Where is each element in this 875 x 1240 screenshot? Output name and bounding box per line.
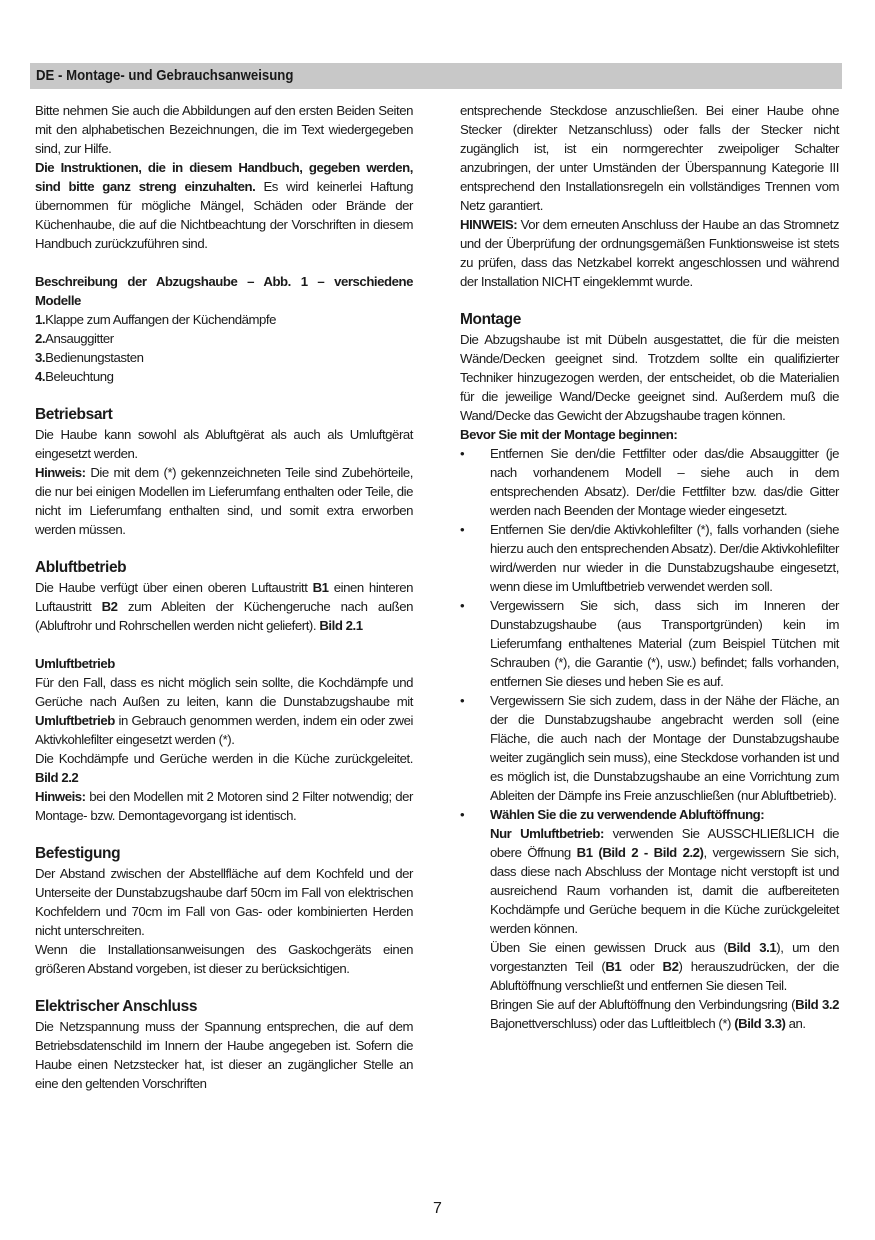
connection-ring-paragraph bbox=[490, 995, 839, 1033]
description-item-number: 2. bbox=[35, 331, 46, 346]
outlet-label-b1: B1 bbox=[605, 959, 622, 974]
list-item-text: Vergewissern Sie sich zudem, dass in der Nähe der Fläche, an der die Dunstabzugshaube angebracht werden soll (eine Fläche, die auch nach der Montage der Dunstabzugshaube weiter zugänglich sein muss), eine Steckdose vorhanden ist und es möglich ist, die Dunstabzugshaube an eine Vorrichtung zum Ableiten der Dämpfe ins Freie anzuschließen (nur Abluftbetrieb). bbox=[490, 693, 839, 803]
figure-reference: Bild 2.2 bbox=[35, 770, 79, 785]
electrical-paragraph: Die Netzspannung muss der Spannung entsprechen, die auf dem Betriebsdatenschild im Innern der Haube angegeben ist. Sofern die Haube einen Netzstecker hat, ist dieser an zugänglicher Stelle an eine den geltenden Vorschriften bbox=[35, 1019, 413, 1091]
recirculation-bold: Umluftbetrieb bbox=[35, 713, 115, 728]
text-span: in Gebrauch genommen werden, indem ein oder zwei Aktivkohlefilter eingesetzt werden (*). bbox=[35, 713, 413, 747]
description-item-1 bbox=[35, 310, 413, 329]
right-column bbox=[460, 101, 839, 1033]
text-span: , vergewissern Sie sich, dass diese nach Abschluss der Montage nicht verstopft ist und ausreichend Raum vorhanden ist, damit die aufbereiteten Kochdämpfe und Gerüche bequem in die Küche zurückgeleitet werden können. bbox=[490, 845, 839, 936]
description-item-text: Beleuchtung bbox=[45, 369, 114, 384]
description-item-2 bbox=[35, 329, 413, 348]
description-item-number: 4. bbox=[35, 369, 46, 384]
list-item-text: Entfernen Sie den/die Aktivkohlefilter (*), falls vorhanden (siehe hierzu auch den entsprechenden Absatz). Der/die Aktivkohlefilter wird/werden nur wieder in die Dunstabzugshaube eingesetzt, wenn diese im Umluftbetrieb verwendet werden soll. bbox=[490, 522, 839, 594]
page-title: DE - Montage- und Gebrauchsanweisung bbox=[36, 67, 294, 84]
outlet-label-b2: B2 bbox=[101, 599, 118, 614]
outlet-selection-paragraph bbox=[490, 824, 839, 938]
instructions-paragraph bbox=[35, 158, 413, 253]
recirculation-paragraph bbox=[35, 673, 413, 749]
list-item bbox=[460, 444, 839, 520]
figure-reference: Bild 3.1 bbox=[727, 940, 777, 955]
bullet-icon: • bbox=[460, 693, 465, 708]
instructions-text: Es wird keinerlei Haftung übernommen für mögliche Mängel, Schäden oder Brände der Küchenhaube, die auf die Nichtbeachtung der Vorschriften in diesem Handbuch zurückzuführen sind. bbox=[35, 179, 413, 251]
list-item-text: Vergewissern Sie sich, dass sich im Inneren der Dunstabzugshaube (aus Transportgründen) kein im Lieferumfang enthaltenes Material (zum Beispiel Tütchen mit Schrauben (*), die Garantie (*), usw.) befindet; falls vorhanden, entfernen Sie dieses und heben Sie es auf. bbox=[490, 598, 839, 689]
mounting-distance-paragraph-2: Wenn die Installationsanweisungen des Gaskochgeräts einen größeren Abstand vorgeben, ist dieser zu berücksichtigen. bbox=[35, 942, 413, 976]
outlet-selection-heading: Wählen Sie die zu verwendende Abluftöffnung: bbox=[490, 807, 765, 822]
text-span: zum Ableiten der Küchengeruche nach außen (Abluftrohr und Rohrschellen werden nicht geliefert). bbox=[35, 599, 414, 633]
description-item-text: Klappe zum Auffangen der Küchendämpfe bbox=[45, 312, 277, 327]
page-number: 7 bbox=[433, 1200, 442, 1217]
figure-reference: Bild 3.2 bbox=[795, 997, 839, 1012]
installation-paragraph: Die Abzugshaube ist mit Dübeln ausgestattet, die für die meisten Wände/Decken geeignet sind. Trotzdem sollte ein qualifizierter Techniker hinzugezogen werden, der entscheidet, ob die Materialien für die jeweilige Wand/Decke geeignet sind. Außerdem muß die Wand/Decke das Gewicht der Abzugshaube tragen können. bbox=[460, 332, 839, 423]
before-installation-heading: Bevor Sie mit der Montage beginnen: bbox=[460, 427, 678, 442]
figure-reference: Bild 2.1 bbox=[319, 618, 363, 633]
bullet-icon: • bbox=[460, 522, 465, 537]
figure-reference: (Bild 3.3) bbox=[734, 1016, 786, 1031]
description-item-3 bbox=[35, 348, 413, 367]
text-span: verwenden Sie AUSSCHLIEßLICH die obere Öffnung bbox=[490, 826, 839, 860]
figure-reference: B1 (Bild 2 - Bild 2.2) bbox=[576, 845, 704, 860]
description-item-number: 3. bbox=[35, 350, 46, 365]
text-span: Die Haube verfügt über einen oberen Luftaustritt bbox=[35, 580, 313, 595]
text-span: einen hinteren Luftaustritt bbox=[35, 580, 413, 614]
note-text: bei den Modellen mit 2 Motoren sind 2 Filter notwendig; der Montage- bzw. Demontagevorgang ist identisch. bbox=[35, 789, 413, 823]
text-span: Die Kochdämpfe und Gerüche werden in die Küche zurückgeleitet. bbox=[35, 751, 413, 766]
description-heading: Beschreibung der Abzugshaube – Abb. 1 – verschiedene Modelle bbox=[35, 274, 413, 308]
operation-mode-note bbox=[35, 463, 413, 539]
exhaust-mode-paragraph bbox=[35, 578, 413, 635]
outlet-label-b2: B2 bbox=[662, 959, 679, 974]
recirculation-paragraph-2 bbox=[35, 749, 413, 787]
electrical-note bbox=[460, 215, 839, 291]
recirculation-note bbox=[35, 787, 413, 825]
bullet-icon: • bbox=[460, 807, 465, 822]
description-item-text: Bedienungstasten bbox=[45, 350, 144, 365]
list-item bbox=[460, 691, 839, 805]
note-label: Hinweis: bbox=[35, 789, 86, 804]
text-span: an. bbox=[785, 1016, 806, 1031]
note-label: HINWEIS: bbox=[460, 217, 518, 232]
text-span: Bajonettverschluss) oder das Luftleitblech (*) bbox=[490, 1016, 735, 1031]
operation-mode-heading: Betriebsart bbox=[35, 406, 113, 423]
mounting-distance-heading: Befestigung bbox=[35, 845, 121, 862]
list-item bbox=[460, 520, 839, 596]
left-column bbox=[35, 101, 413, 1093]
text-span: Für den Fall, dass es nicht möglich sein sollte, die Kochdämpfe und Gerüche nach Außen zu leiten, kann die Dunstabzugshaube mit bbox=[35, 675, 413, 709]
installation-heading: Montage bbox=[460, 311, 521, 328]
exhaust-mode-heading: Abluftbetrieb bbox=[35, 559, 127, 576]
preparation-list bbox=[460, 444, 839, 1033]
bullet-icon: • bbox=[460, 446, 465, 461]
electrical-paragraph-continued: entsprechende Steckdose anzuschließen. Bei einer Haube ohne Stecker (direkter Netzanschluss) oder falls der Stecker nicht zugänglich ist, ist ein normgerechter zweipoliger Schalter anzubringen, der unter Umständen der Überspannung Kategorie III entsprechend den Installationsregeln ein vollständiges Trennen vom Netz garantiert. bbox=[460, 103, 839, 213]
text-span: ), um den vorgestanzten Teil ( bbox=[490, 940, 840, 974]
operation-mode-paragraph: Die Haube kann sowohl als Abluftgërat als auch als Umluftgërat eingesetzt werden. bbox=[35, 427, 413, 461]
electrical-heading: Elektrischer Anschluss bbox=[35, 998, 198, 1015]
section-header-bar bbox=[30, 63, 842, 89]
list-item bbox=[460, 805, 839, 1033]
description-item-number: 1. bbox=[35, 312, 46, 327]
bullet-icon: • bbox=[460, 598, 465, 613]
list-item bbox=[460, 596, 839, 691]
text-span: oder bbox=[621, 959, 663, 974]
note-label: Hinweis: bbox=[35, 465, 86, 480]
recirculation-heading: Umluftbetrieb bbox=[35, 656, 115, 671]
intro-paragraph: Bitte nehmen Sie auch die Abbildungen auf den ersten Beiden Seiten mit den alphabetischen Bezeichnungen, die im Text wiedergegeben sind, zur Hilfe. bbox=[35, 103, 413, 156]
outlet-label-b1: B1 bbox=[312, 580, 329, 595]
recirculation-only-label: Nur Umluftbetrieb: bbox=[490, 826, 604, 841]
text-span: ) herauszudrücken, der die Abluftöffnung verschließt und entfernen Sie diesen Teil. bbox=[490, 959, 839, 993]
text-span: Üben Sie einen gewissen Druck aus ( bbox=[490, 940, 728, 955]
mounting-distance-paragraph: Der Abstand zwischen der Abstellfläche auf dem Kochfeld und der Unterseite der Dunstabzugshaube darf 50cm im Fall von elektrischen Kochfeldern und 70cm im Fall von Gas- oder kombinierten Herden nicht unterschreiten. bbox=[35, 866, 413, 938]
list-item-text: Entfernen Sie den/die Fettfilter oder das/die Absauggitter (je nach vorhandenem Modell – siehe auch in dem entsprechenden Absatz). Der/die Fettfilter bzw. das/die Gitter werden nach Beenden der Montage wieder eingesetzt. bbox=[490, 446, 839, 518]
text-span: Bringen Sie auf der Abluftöffnung den Verbindungsring ( bbox=[490, 997, 796, 1012]
instructions-bold-text: Die Instruktionen, die in diesem Handbuch, gegeben werden, sind bitte ganz streng einzuhalten. bbox=[35, 160, 413, 194]
outlet-press-paragraph bbox=[490, 938, 839, 995]
note-text: Vor dem erneuten Anschluss der Haube an das Stromnetz und der Überprüfung der ordnungsgemäßen Funktionsweise ist stets zu prüfen, dass das Netzkabel korrekt angeschlossen und während der Installation NICHT eingeklemmt wurde. bbox=[460, 217, 839, 289]
note-text: Die mit dem (*) gekennzeichneten Teile sind Zubehörteile, die nur bei einigen Modellen im Lieferumfang enthalten oder Teile, die nicht im Lieferumfang enthalten sind, und somit extra erworben werden müssen. bbox=[35, 465, 413, 537]
description-item-text: Ansauggitter bbox=[45, 331, 114, 346]
description-item-4 bbox=[35, 367, 413, 386]
